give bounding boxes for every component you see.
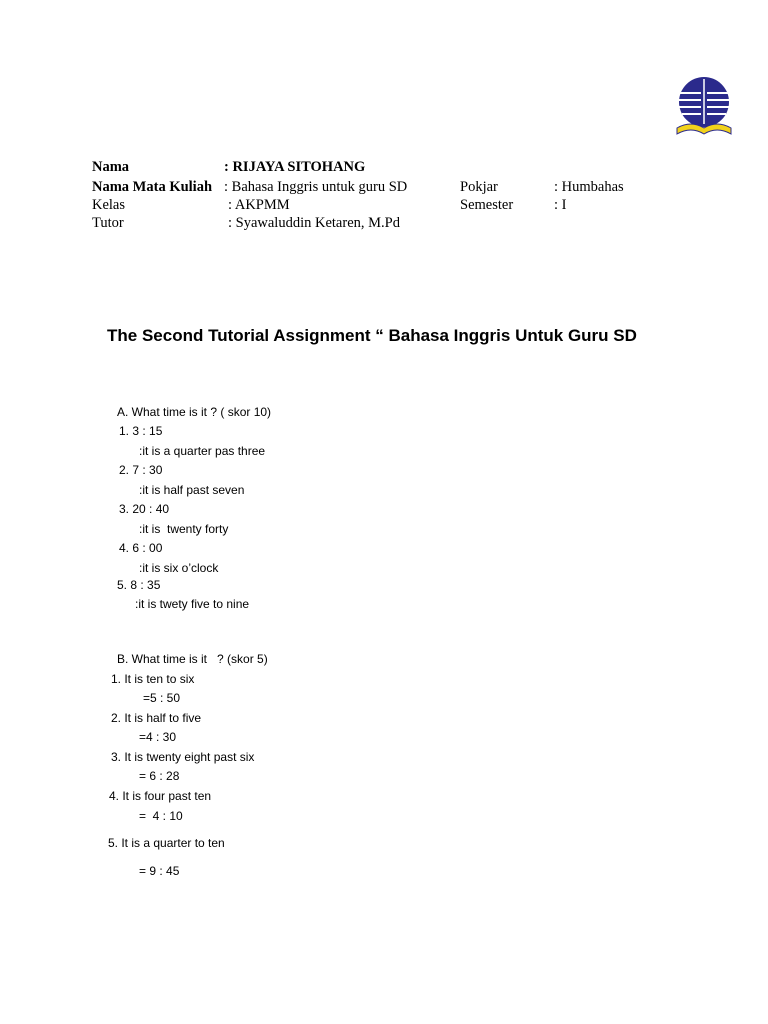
section-a-question: 1. 3 : 15 bbox=[119, 424, 163, 438]
mata-kuliah-value: : Bahasa Inggris untuk guru SD bbox=[224, 179, 408, 195]
section-a-question: 4. 6 : 00 bbox=[119, 541, 163, 555]
section-b-heading: B. What time is it ? (skor 5) bbox=[117, 652, 268, 666]
semester-label: Semester bbox=[460, 197, 514, 213]
section-a-answer: :it is six o’clock bbox=[139, 561, 219, 575]
section-a-heading: A. What time is it ? ( skor 10) bbox=[117, 405, 272, 419]
nama-label: Nama bbox=[92, 159, 130, 175]
section-b-answer: = 6 : 28 bbox=[139, 769, 180, 783]
section-a-answer: :it is a quarter pas three bbox=[139, 444, 266, 458]
section-a-answer: :it is twenty forty bbox=[139, 522, 229, 536]
section-b-answer: = 9 : 45 bbox=[139, 864, 180, 878]
nama-value: : RIJAYA SITOHANG bbox=[224, 159, 366, 175]
tutor-value: : Syawaluddin Ketaren, M.Pd bbox=[228, 215, 400, 231]
section-a-question: 2. 7 : 30 bbox=[119, 463, 163, 477]
pokjar-label: Pokjar bbox=[460, 179, 498, 195]
section-b-question: 4. It is four past ten bbox=[109, 789, 212, 803]
semester-value: : I bbox=[554, 197, 567, 213]
section-a-question: 5. 8 : 35 bbox=[117, 578, 161, 592]
section-b-answer: =5 : 50 bbox=[143, 691, 181, 705]
section-a-question: 3. 20 : 40 bbox=[119, 502, 170, 516]
section-b-answer: =4 : 30 bbox=[139, 730, 177, 744]
pokjar-value: : Humbahas bbox=[554, 179, 624, 195]
tutor-label: Tutor bbox=[92, 215, 124, 231]
section-a-answer: :it is half past seven bbox=[139, 483, 245, 497]
mata-kuliah-label: Nama Mata Kuliah bbox=[92, 179, 213, 195]
assignment-title: The Second Tutorial Assignment “ Bahasa Inggris Untuk Guru SD bbox=[107, 326, 637, 345]
section-a-answer: :it is twety five to nine bbox=[135, 597, 250, 611]
section-b-question: 3. It is twenty eight past six bbox=[111, 750, 255, 764]
kelas-label: Kelas bbox=[92, 197, 126, 213]
section-b-question: 5. It is a quarter to ten bbox=[108, 836, 225, 850]
section-b-question: 1. It is ten to six bbox=[111, 672, 195, 686]
section-b-question: 2. It is half to five bbox=[111, 711, 202, 725]
section-b-answer: = 4 : 10 bbox=[139, 809, 183, 823]
kelas-value: : AKPMM bbox=[228, 197, 290, 213]
